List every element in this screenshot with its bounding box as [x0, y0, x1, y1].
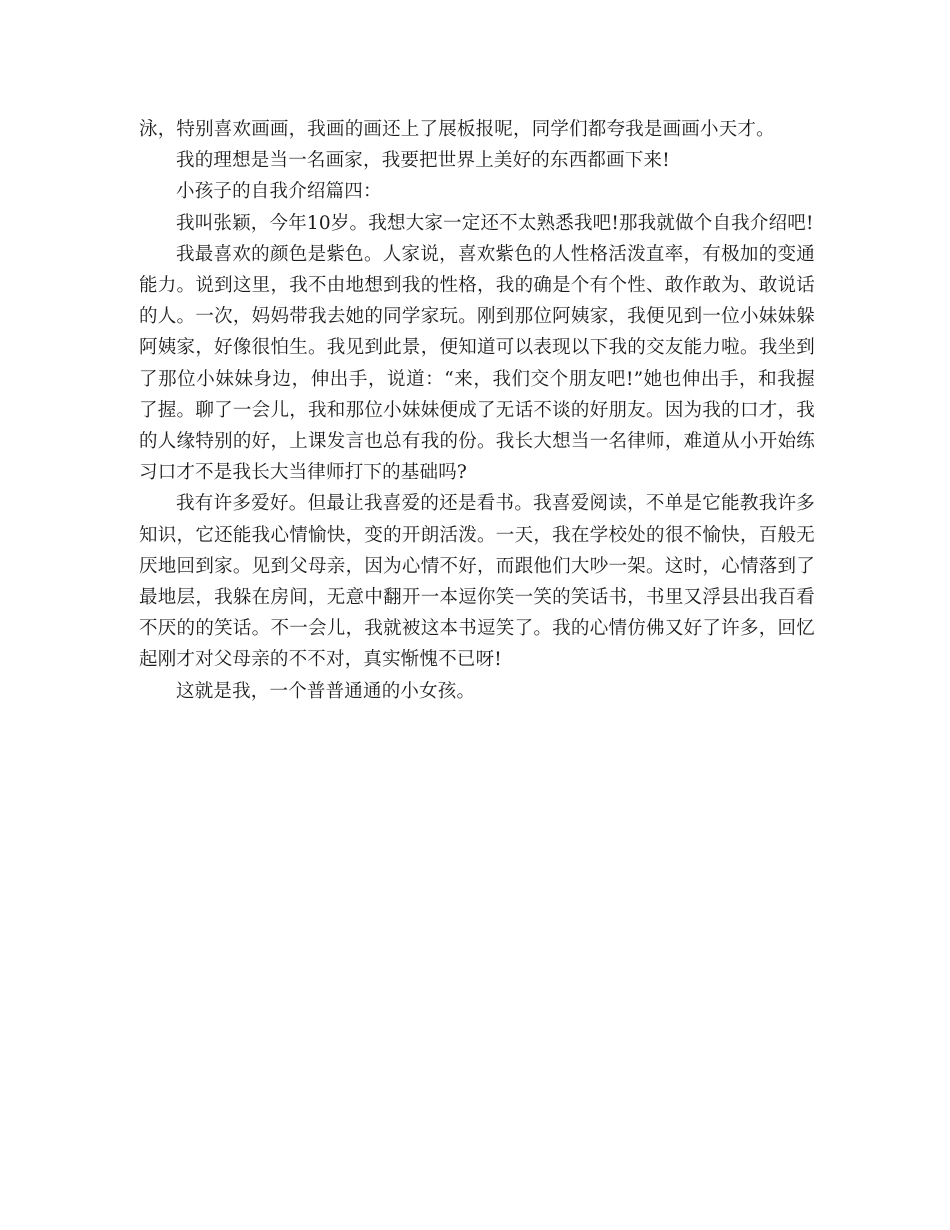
paragraph-closing: 这就是我，一个普普通通的小女孩。 [176, 680, 476, 702]
paragraph-continuation: 泳，特别喜欢画画，我画的画还上了展板报呢，同学们都夸我是画画小天才。 [139, 119, 775, 140]
section-heading: 小孩子的自我介绍篇四： [176, 181, 382, 203]
paragraph-favorite-color: 我最喜欢的颜色是紫色。人家说，喜欢紫色的人性格活泼直率，有极加的变通能力。说到这里，我不由地想到我的性格，我的确是个有个性、敢作敢为、敢说话的人。一次，妈妈带我去她的同学家玩。刚到那位阿姨家，我便见到一位小妹妹躲阿姨家，好像很怕生。我见到此景，便知道可以表现以下我的交友能力啦。我坐到了那位小妹妹身边，伸出手，说道：“来，我们交个朋友吧!”她也伸出手，和我握了握。聊了一会儿，我和那位小妹妹便成了无话不谈的好朋友。因为我的口才，我的人缘特别的好，上课发言也总有我的份。我长大想当一名律师，难道从小开始练习口才不是我长大当律师打下的基础吗? [139, 243, 815, 484]
paragraph-hobbies: 我有许多爱好。但最让我喜爱的还是看书。我喜爱阅读，不单是它能教我许多知识，它还能我心情愉快，变的开朗活泼。一天，我在学校处的很不愉快，百般无厌地回到家。见到父母亲，因为心情不好，而跟他们大吵一架。这时，心情落到了最地层，我躲在房间，无意中翻开一本逗你笑一笑的笑话书，书里又浮县出我百看不厌的的笑话。不一会儿，我就被这本书逗笑了。我的心情仿佛又好了许多，回忆起刚才对父母亲的不不对，真实惭愧不已呀! [139, 493, 815, 671]
document-body [139, 114, 815, 707]
paragraph-ideal: 我的理想是当一名画家，我要把世界上美好的东西都画下来! [176, 150, 670, 172]
paragraph-intro: 我叫张颖，今年10岁。我想大家一定还不太熟悉我吧!那我就做个自我介绍吧! [176, 212, 814, 234]
